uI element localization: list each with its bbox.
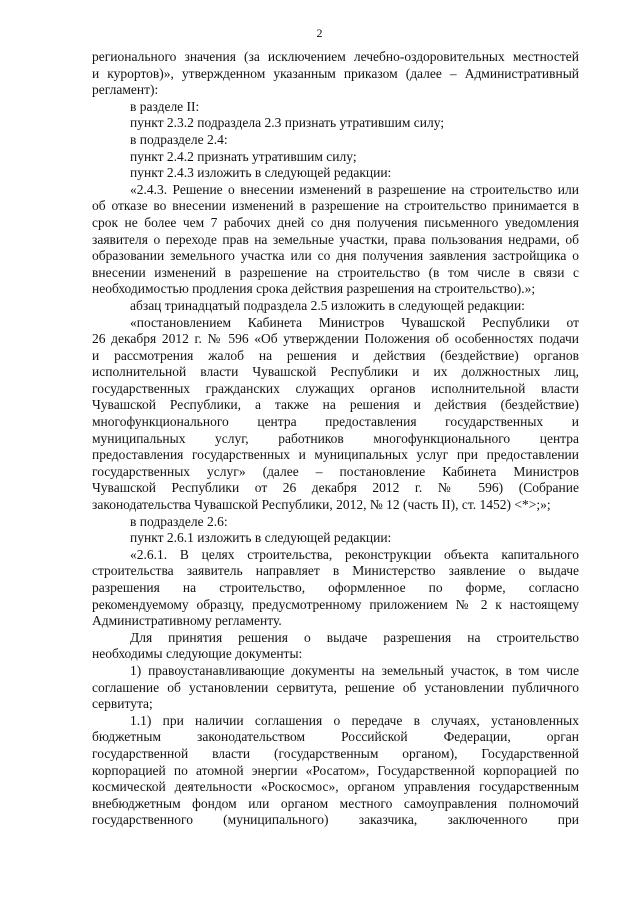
text-line: муниципальных услуг, работников многофункционального центра (92, 430, 579, 446)
text-line: заявителя о переходе прав на земельные участки, права пользования недрами, об (92, 231, 579, 247)
text-line: необходимостью продления срока действия разрешения на строительство).»; (92, 281, 536, 297)
text-line: 1) правоустанавливающие документы на земельный участок, в том числе (130, 662, 579, 678)
text-line: «2.6.1. В целях строительства, реконструкции объекта капитального (130, 546, 579, 562)
text-line: предоставления государственных и муниципальных услуг при предоставлении (92, 447, 579, 463)
text-line: «постановлением Кабинета Министров Чувашской Республики от (130, 314, 579, 330)
page-number: 2 (316, 26, 323, 40)
text-line: Для принятия решения о выдаче разрешения на строительство (130, 629, 579, 645)
text-line: Административному регламенту. (92, 613, 282, 629)
text-line: законодательства Чувашской Республики, 2012, № 12 (часть II), ст. 1452) <*>;»; (92, 497, 551, 513)
text-line: Чувашской Республики, а также на решения и действия (бездействие) (92, 397, 579, 413)
text-line: об отказе во внесении изменений в разрешение на строительство принимается в (92, 198, 579, 214)
text-line: и курортов)», утвержденном указанным приказом (далее – Административный (92, 65, 579, 81)
text-line: соглашение об установлении сервитута, решение об установлении публичного (92, 679, 579, 695)
text-line: Чувашской Республики от 26 декабря 2012 г. № 596) (Собрание (92, 480, 579, 496)
text-line: сервитута; (92, 696, 153, 712)
text-line: и рассмотрения жалоб на решения и действия (бездействие) органов (92, 347, 579, 363)
text-line: в подразделе 2.6: (130, 513, 228, 529)
text-line: государственного (муниципального) заказчика, заключенного при (92, 812, 579, 828)
text-line: 26 декабря 2012 г. № 596 «Об утверждении Положения об особенностях подачи (92, 331, 579, 347)
text-line: внебюджетным фондом или органом местного самоуправления полномочий (92, 795, 579, 811)
text-line: 1.1) при наличии соглашения о передаче в случаях, установленных (130, 712, 579, 728)
text-line: корпорацией по атомной энергии «Росатом», Государственной корпорацией по (92, 762, 579, 778)
text-line: пункт 2.6.1 изложить в следующей редакции: (130, 530, 392, 546)
text-line: космической деятельности «Роскосмос», органом управления государственным (92, 779, 579, 795)
text-line: срок не более чем 7 рабочих дней со дня получения письменного уведомления (92, 214, 579, 230)
text-line: в подразделе 2.4: (130, 131, 228, 147)
text-line: абзац тринадцатый подраздела 2.5 изложить в следующей редакции: (130, 297, 525, 313)
document-body (92, 49, 579, 829)
text-line: «2.4.3. Решение о внесении изменений в разрешение на строительство или (130, 181, 579, 197)
text-line: образовании земельного участка или со дня получения заявления застройщика о (92, 248, 579, 264)
text-line: исполнительной власти Чувашской Республики и их должностных лиц, (92, 364, 579, 380)
text-line: государственных услуг» (далее – постановление Кабинета Министров (92, 463, 579, 479)
text-line: многофункционального центра предоставления государственных и (92, 414, 579, 430)
text-line: регионального значения (за исключением лечебно-оздоровительных местностей (92, 49, 579, 64)
text-line: государственных гражданских служащих органов исполнительной власти (92, 380, 579, 396)
text-line: пункт 2.3.2 подраздела 2.3 признать утратившим силу; (130, 115, 445, 131)
text-line: строительства заявитель направляет в Министерство заявление о выдаче (92, 563, 579, 579)
text-line: рекомендуемому образцу, предусмотренному приложением № 2 к настоящему (92, 596, 579, 612)
text-line: бюджетным законодательством Российской Федерации, орган (92, 729, 579, 745)
text-line: регламент): (92, 82, 159, 98)
text-line: необходимы следующие документы: (92, 646, 303, 662)
text-line: разрешения на строительство, оформленное по форме, согласно (92, 580, 579, 595)
text-line: пункт 2.4.3 изложить в следующей редакции: (130, 165, 392, 181)
text-line: пункт 2.4.2 признать утратившим силу; (130, 148, 357, 164)
text-line: в разделе II: (130, 98, 200, 114)
text-line: государственной власти (государственным органом), Государственной (92, 745, 579, 761)
text-line: внесении изменений в разрешение на строительство (в том числе в связи с (92, 264, 579, 280)
